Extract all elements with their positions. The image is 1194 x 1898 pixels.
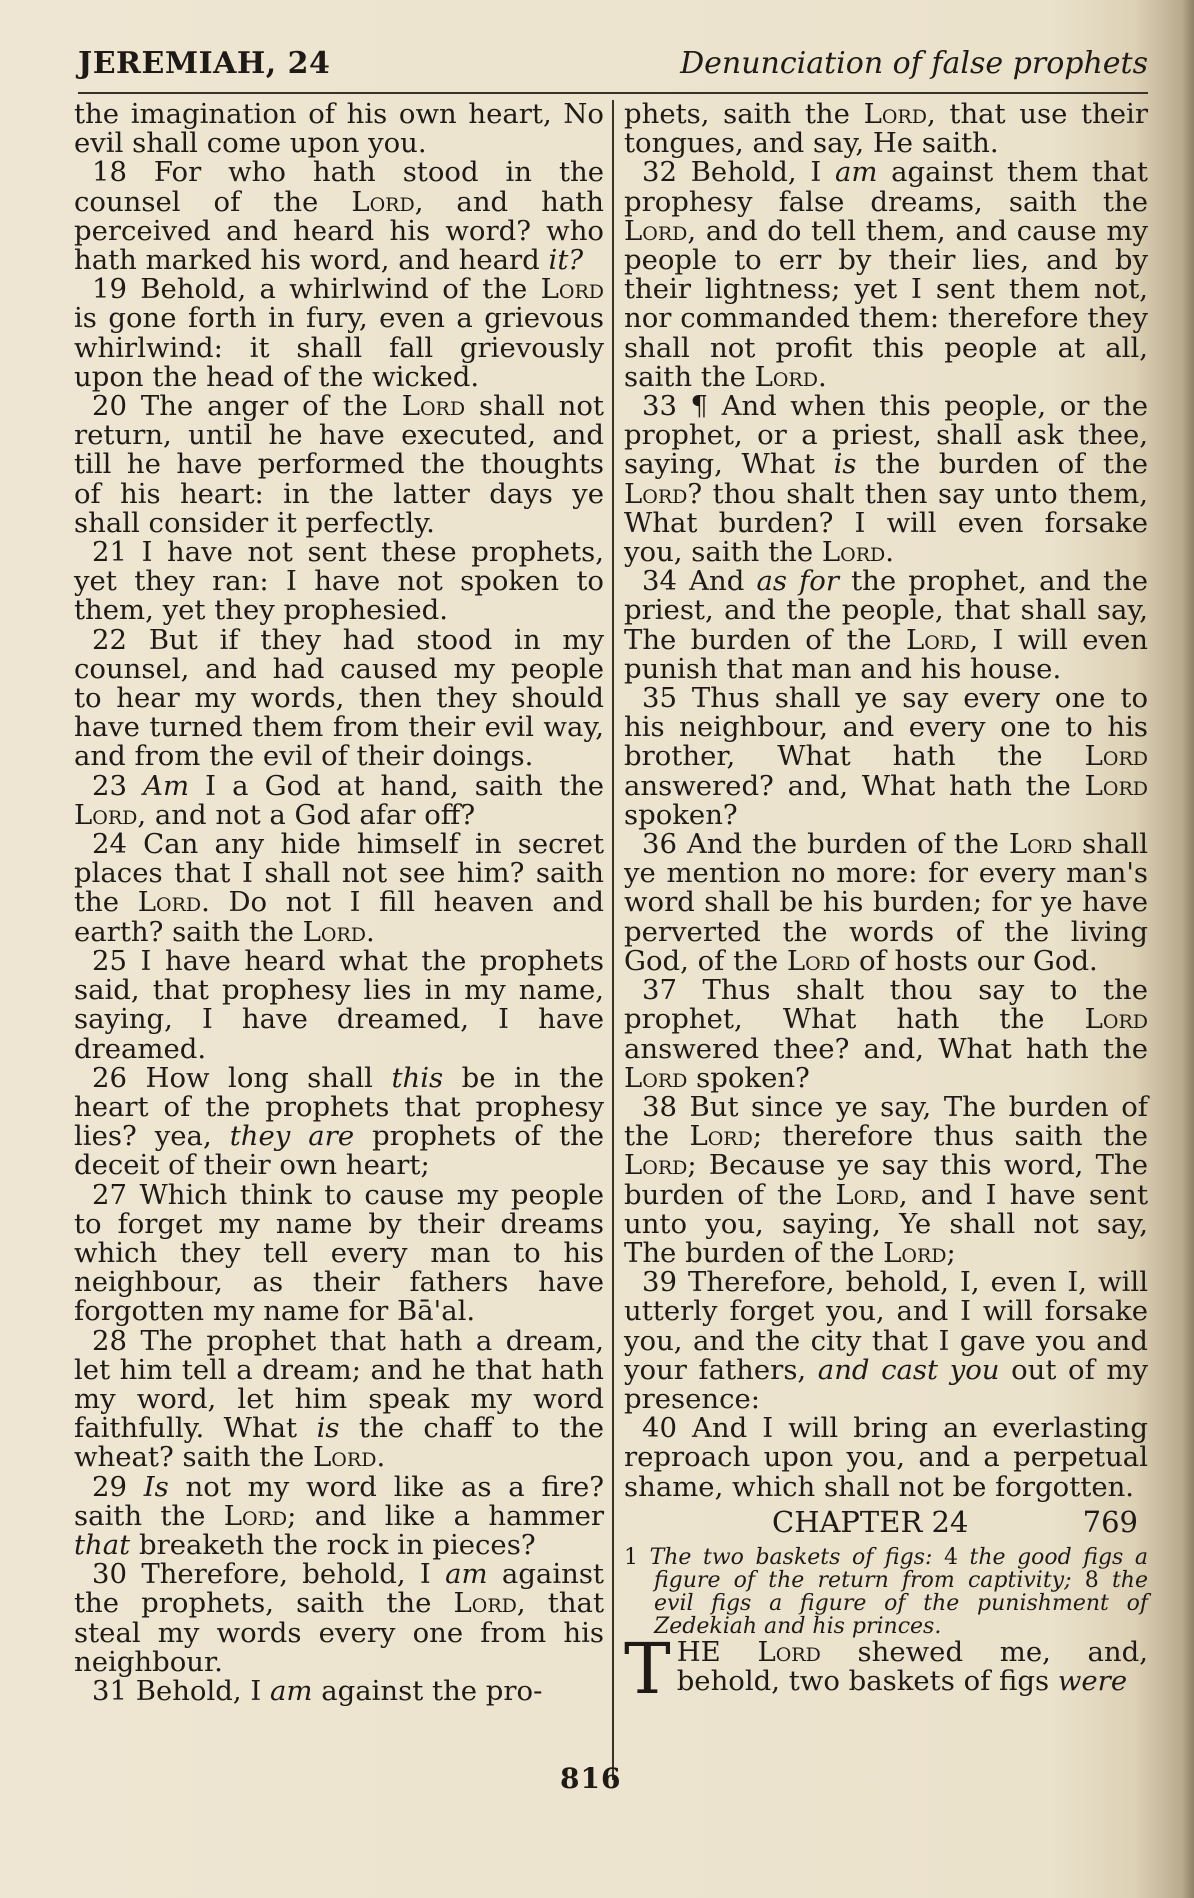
right-verses (624, 100, 1148, 1502)
summary-text: The two baskets of figs: 4 the good figs a figure of the return from captivity; 8 the evil figs a figure of the punishment of Zedekiah and his princes. (649, 1544, 1149, 1639)
summary-verse-number: 1 (624, 1544, 638, 1570)
verse: 20 The anger of the Lord shall not return, until he have executed, and till he have performed the thoughts of his heart: in the latter days ye shall consider it perfectly. (74, 390, 604, 539)
verse: 33 ¶ And when this people, or the prophet, or a priest, shall ask thee, saying, What is the burden of the Lord? thou shalt then say unto them, What burden? I will even forsake you, saith the Lord. (624, 390, 1148, 569)
verse: 27 Which think to cause my people to forget my name by their dreams which they tell every man to his neighbour, as their fathers have forgotten my name for Bā'al. (74, 1178, 604, 1328)
verse: 25 I have heard what the prophets said, that prophesy lies in my name, saying, I have dreamed, I have dreamed. (74, 944, 604, 1065)
verse: 18 For who hath stood in the counsel of the Lord, and hath perceived and heard his word? who hath marked his word, and heard it? (74, 156, 605, 277)
chapter-summary (624, 1546, 1148, 1638)
verse: 36 And the burden of the Lord shall ye mention no more: for every man's word shall be his burden; for ye have perverted the words of the living God, of the Lord of hosts our God. (624, 828, 1148, 977)
verse: 26 How long shall this be in the heart of the prophets that prophesy lies? yea, they are prophets of the deceit of their own heart; (74, 1061, 604, 1182)
column-divider (612, 100, 614, 1780)
book-chapter-heading: JEREMIAH, 24 (78, 46, 331, 81)
chapter-title: CHAPTER 24 (772, 1504, 969, 1539)
verse: 37 Thus shalt thou say to the prophet, What hath the Lord answered thee? and, What hath the Lord spoken? (624, 974, 1148, 1094)
left-column (74, 100, 604, 1706)
verse: 35 Thus shall ye say every one to his neighbour, and every one to his brother, What hath the Lord answered? and, What hath the Lord spoken? (624, 682, 1148, 831)
verse: 34 And as for the prophet, and the priest, and the people, that shall say, The burden of the Lord, I will even punish that man and his house. (624, 565, 1149, 685)
page-header (78, 46, 1148, 90)
verse: 19 Behold, a whirlwind of the Lord is gone forth in fury, even a grievous whirlwind: it shall fall grievously upon the head of the wicked. (74, 273, 604, 393)
verse: 22 But if they had stood in my counsel, and had caused my people to hear my words, then they should have turned them from their evil way, and from the evil of their doings. (74, 623, 604, 773)
drop-cap: T (624, 1627, 671, 1710)
verse: 40 And I will bring an everlasting reproach upon you, and a perpetual shame, which shall not be forgotten. (624, 1412, 1148, 1503)
verse: 32 Behold, I am against them that prophesy false dreams, saith the Lord, and do tell them, and cause my people to err by their lies, and by their lightness; yet I sent them not, nor commanded them: therefore they shall not profit this people at all, saith the Lord. (624, 156, 1148, 393)
verse: 39 Therefore, behold, I, even I, will utterly forget you, and I will forsake you, and the city that I gave you and your fathers, and cast you out of my presence: (624, 1266, 1149, 1415)
verse: the imagination of his own heart, No evil shall come upon you. (74, 98, 604, 160)
verse: phets, saith the Lord, that use their tongues, and say, He saith. (624, 98, 1148, 160)
verse: 21 I have not sent these prophets, yet they ran: I have not spoken to them, yet they prophesied. (74, 536, 604, 627)
verse: 28 The prophet that hath a dream, let him tell a dream; and he that hath my word, let him speak my word faithfully. What is the chaff to the wheat? saith the Lord. (74, 1324, 604, 1474)
verse: 38 But since ye say, The burden of the Lord; therefore thus saith the Lord; Because ye say this word, The burden of the Lord, and I have sent unto you, saying, Ye shall not say, The burden of the Lord; (624, 1090, 1148, 1269)
header-rule (78, 92, 1148, 94)
verse: 30 Therefore, behold, I am against the prophets, saith the Lord, that steal my words every one from his neighbour. (74, 1558, 604, 1678)
chapter-page-ref: 769 (1082, 1504, 1138, 1539)
verse: 24 Can any hide himself in secret places that I shall not see him? saith the Lord. Do not I fill heaven and earth? saith the Lord. (74, 828, 604, 948)
right-column (624, 98, 1149, 1710)
verse: 29 Is not my word like as a fire? saith the Lord; and like a hammer that breaketh the rock in pieces? (74, 1470, 604, 1561)
page-number: 816 (560, 1762, 622, 1795)
running-title: Denunciation of false prophets (680, 46, 1148, 81)
verse: 23 Am I a God at hand, saith the Lord, and not a God afar off? (74, 769, 605, 831)
verse: 31 Behold, I am against the pro- (92, 1674, 543, 1707)
chapter-opening (624, 1627, 1148, 1710)
opening-text: HE Lord shewed me, and, behold, two baskets of figs were (676, 1635, 1148, 1697)
chapter-heading (624, 1504, 1148, 1542)
